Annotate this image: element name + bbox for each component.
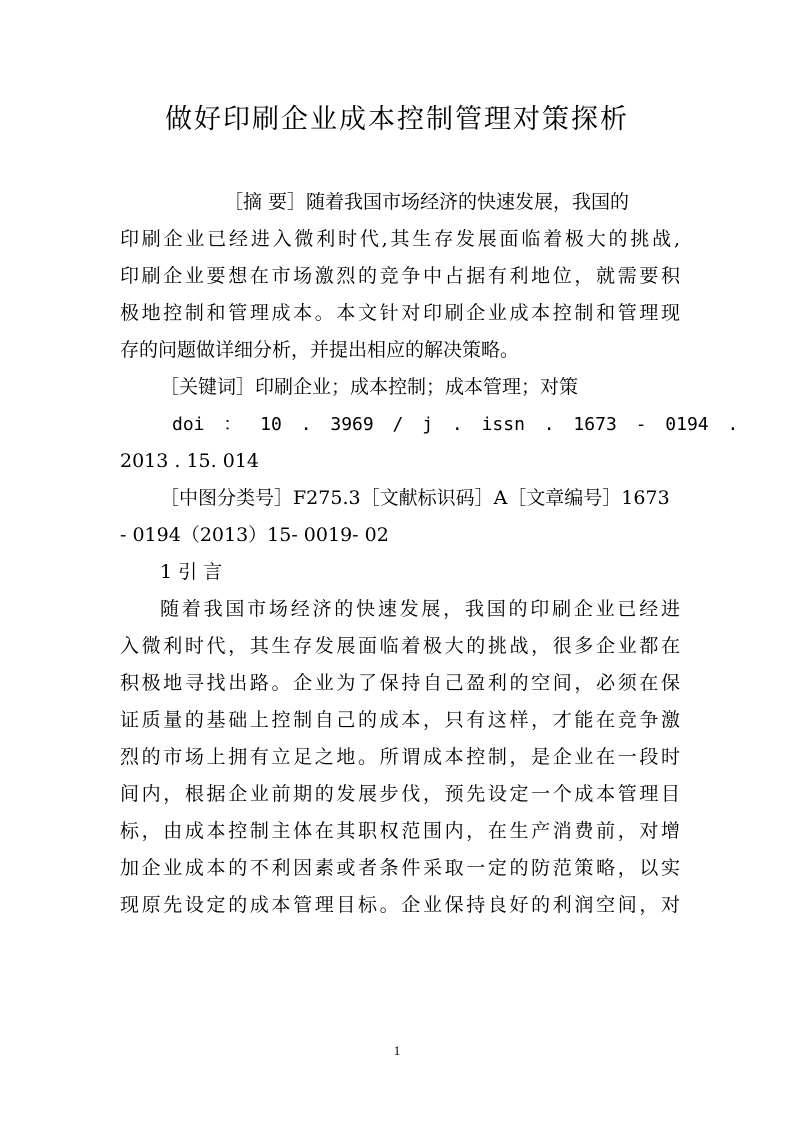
document-body: [120, 184, 739, 924]
abstract-line: 印刷企业要想在市场激烈的竞争中占据有利地位，就需要积: [120, 265, 680, 287]
document-title: 做好印刷企业成本控制管理对策探析: [165, 104, 629, 135]
classification-line: ［中图分类号］F275.3［文献标识码］A［文章编号］1673: [160, 487, 670, 509]
abstract-line: ［摘 要］随着我国市场经济的快速发展，我国的: [224, 191, 630, 213]
classification-line: - 0194（2013）15- 0019- 02: [120, 524, 389, 546]
paragraph-line: 间内，根据企业前期的发展步伐，预先设定一个成本管理目: [120, 783, 680, 805]
abstract: [120, 184, 680, 369]
page-number: 1: [393, 1043, 401, 1058]
keywords: ［关键词］印刷企业；成本控制；成本管理；对策: [160, 376, 579, 398]
doi-line: doi ： 10 . 3969 / j . issn . 1673 - 0194 .: [172, 414, 739, 435]
doi-line: 2013 . 15. 014: [120, 450, 259, 472]
paragraph-line: 加企业成本的不利因素或者条件采取一定的防范策略，以实: [120, 857, 680, 879]
paragraph-line: 烈的市场上拥有立足之地。所谓成本控制，是企业在一段时: [120, 746, 680, 768]
abstract-line: 印刷企业已经进入微利时代,其生存发展面临着极大的挑战,: [120, 228, 680, 250]
paragraph-line: 证质量的基础上控制自己的成本，只有这样，才能在竞争激: [120, 709, 680, 731]
paragraph-line: 现原先设定的成本管理目标。企业保持良好的利润空间，对: [120, 894, 680, 916]
abstract-line: 存的问题做详细分析，并提出相应的解决策略。: [120, 339, 520, 361]
paragraph-line: 积极地寻找出路。企业为了保持自己盈利的空间，必须在保: [120, 672, 680, 694]
section-heading: 1 引 言: [160, 561, 223, 583]
classification: [120, 480, 680, 554]
body-paragraph: [120, 591, 680, 924]
doi: [120, 406, 739, 480]
abstract-line: 极地控制和管理成本。本文针对印刷企业成本控制和管理现: [120, 302, 680, 324]
paragraph-line: 入微利时代，其生存发展面临着极大的挑战，很多企业都在: [120, 635, 680, 657]
paragraph-line: 标，由成本控制主体在其职权范围内，在生产消费前，对增: [120, 820, 680, 842]
paragraph-line: 随着我国市场经济的快速发展，我国的印刷企业已经进: [160, 598, 680, 620]
